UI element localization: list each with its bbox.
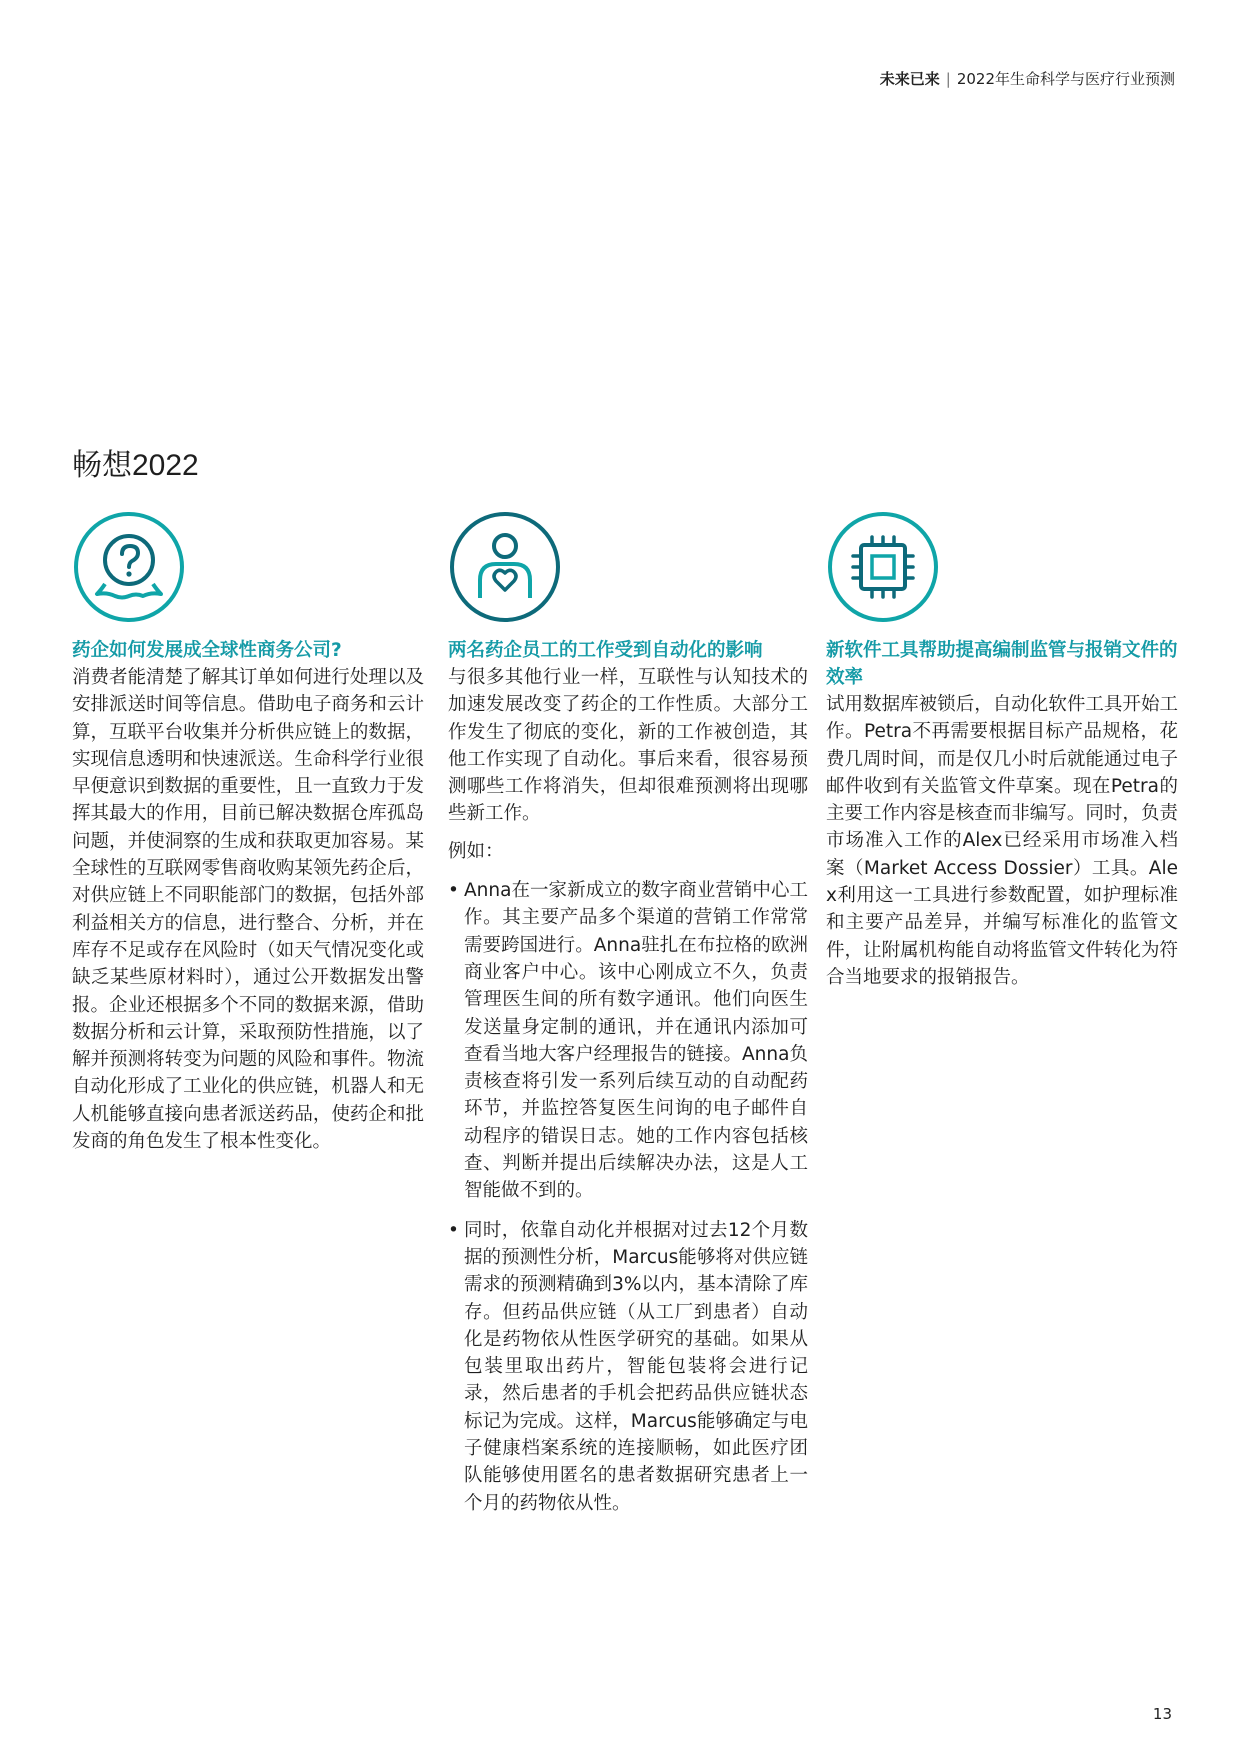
person-heart-icon <box>448 510 562 624</box>
column-heading: 药企如何发展成全球性商务公司? <box>72 640 342 661</box>
page-header <box>880 68 1175 89</box>
example-list <box>448 877 808 1517</box>
column-automation-impact <box>448 637 808 1529</box>
column-heading: 两名药企员工的工作受到自动化的影响 <box>448 640 763 661</box>
column-global-business <box>72 637 424 1155</box>
column-body: 消费者能清楚了解其订单如何进行处理以及安排派送时间等信息。借助电子商务和云计算，互联平台收集并分析供应链上的数据，实现信息透明和快速派送。生命科学行业很早便意识到数据的重要性，且一直致力于发挥其最大的作用，目前已解决数据仓库孤岛问题，并使洞察的生成和获取更加容易。某全球性的互联网零售商收购某领先药企后，对供应链上不同职能部门的数据，包括外部利益相关方的信息，进行整合、分析，并在库存不足或存在风险时（如天气情况变化或缺乏某些原材料时），通过公开数据发出警报。企业还根据多个不同的数据来源，借助数据分析和云计算，采取预防性措施，以了解并预测将转变为问题的风险和事件。物流自动化形成了工业化的供应链，机器人和无人机能够直接向患者派送药品，使药企和批发商的角色发生了根本性变化。 <box>72 667 424 1153</box>
microchip-icon <box>826 510 940 624</box>
example-intro: 例如： <box>448 840 504 862</box>
column-heading: 新软件工具帮助提高编制监管与报销文件的效率 <box>826 640 1178 688</box>
crystal-ball-icon <box>72 510 186 624</box>
section-title: 畅想2022 <box>72 449 199 482</box>
header-brand: 未来已来 <box>879 70 940 88</box>
list-item: • 同时，依靠自动化并根据对过去12个月数据的预测性分析，Marcus能够将对供应链需求的预测精确到3%以内，基本清除了库存。但药品供应链（从工厂到患者）自动化是药物依从性医学研究的基础。如果从包装里取出药片，智能包装将会进行记录，然后患者的手机会把药品供应链状态标记为完成。这样，Marcus能够确定与电子健康档案系统的连接顺畅，如此医疗团队能够使用匿名的患者数据研究患者上一个月的药物依从性。 <box>448 1217 808 1517</box>
list-item: • Anna在一家新成立的数字商业营销中心工作。其主要产品多个渠道的营销工作常常需要跨国进行。Anna驻扎在布拉格的欧洲商业客户中心。该中心刚成立不久，负责管理医生间的所有数字通讯。他们向医生发送量身定制的通讯，并在通讯内添加可查看当地大客户经理报告的链接。Anna负责核查将引发一系列后续互动的自动配药环节，并监控答复医生问询的电子邮件自动程序的错误日志。她的工作内容包括核查、判断并提出后续解决办法，这是人工智能做不到的。 <box>448 877 808 1205</box>
header-separator: | <box>945 70 951 88</box>
column-software-tools <box>826 637 1178 991</box>
header-title: 2022年生命科学与医疗行业预测 <box>956 70 1175 88</box>
column-body: 试用数据库被锁后，自动化软件工具开始工作。Petra不再需要根据目标产品规格，花费几周时间，而是仅几小时后就能通过电子邮件收到有关监管文件草案。现在Petra的主要工作内容是核查而非编写。同时，负责市场准入工作的Alex已经采用市场准入档案（Market Access Dossier）工具。Alex利用这一工具进行参数配置，如护理标准和主要产品差异，并编写标准化的监管文件，让附属机构能自动将监管文件转化为符合当地要求的报销报告。 <box>826 694 1178 988</box>
column-body: 与很多其他行业一样，互联性与认知技术的加速发展改变了药企的工作性质。大部分工作发生了彻底的变化，新的工作被创造，其他工作实现了自动化。事后来看，很容易预测哪些工作将消失，但却很难预测将出现哪些新工作。 <box>448 667 808 825</box>
page-number: 13 <box>1152 1705 1172 1723</box>
